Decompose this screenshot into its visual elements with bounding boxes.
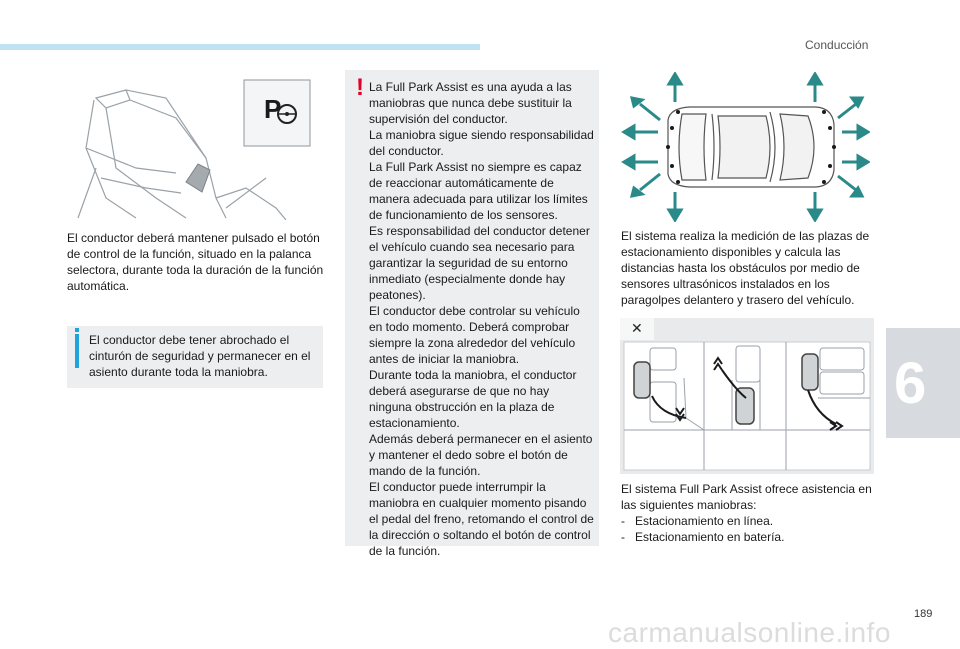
info-icon-bar — [75, 334, 79, 368]
warning-paragraph: La Full Park Assist no siempre es capaz de reaccionar automáticamente de manera adecuada para utilizar los límites de funcionamiento de los sensores. — [369, 160, 588, 222]
list-item-text: Estacionamiento en batería. — [635, 530, 785, 544]
warning-paragraph: La Full Park Assist es una ayuda a las maniobras que nunca debe sustituir la supervisión del conductor. — [369, 80, 572, 126]
park-symbol: P — [264, 94, 282, 124]
chapter-number: 6 — [894, 351, 927, 416]
warning-paragraph: Además deberá permanecer en el asiento y mantener el dedo sobre el botón de mando de la función. — [369, 432, 593, 478]
control-button — [186, 164, 210, 192]
info-icon — [75, 328, 79, 332]
assist-intro: El sistema Full Park Assist ofrece asistencia en las siguientes maniobras: — [621, 482, 872, 512]
warning-paragraph: El conductor puede interrumpir la maniobra en cualquier momento pisando el pedal del freno, retomando el control de la dirección o soltando el botón de control de la función. — [369, 480, 594, 558]
warning-paragraph: Es responsabilidad del conductor detener el vehículo cuando sea necesario para garantizar la seguridad de su entorno inmediato (especialmente donde hay peatones). — [369, 224, 590, 302]
paragraph-sensors: El sistema realiza la medición de las plazas de estacionamiento disponibles y calcula las distancias hasta los obstáculos por medio de sensores ultrasónicos instalados en los paragolpes delantero y trasero del vehículo. — [621, 229, 870, 307]
paragraph-button-hold: El conductor deberá mantener pulsado el botón de control de la función, situado en la palanca selectora, durante toda la duración de la función automática. — [67, 231, 324, 293]
section-title: Conducción — [805, 38, 869, 52]
list-item — [621, 529, 879, 545]
list-dash: - — [621, 530, 625, 544]
list-dash: - — [621, 514, 625, 528]
warning-paragraph: Durante toda la maniobra, el conductor deberá asegurarse de que no hay ninguna obstrucción en la plaza de estacionamiento. — [369, 368, 577, 430]
watermark: carmanualsonline.info — [608, 617, 891, 648]
gear-selector-illustration — [66, 78, 322, 220]
car-top-view — [668, 107, 834, 187]
page-number: 189 — [914, 608, 933, 620]
warning-icon: ! — [356, 74, 364, 101]
warning-paragraph: La maniobra sigue siendo responsabilidad del conductor. — [369, 128, 594, 158]
list-item — [621, 513, 879, 529]
assist-manoeuvres — [621, 481, 879, 545]
chapter-tab — [886, 328, 960, 438]
car-sensors-illustration — [620, 72, 870, 222]
close-icon[interactable]: ✕ — [631, 320, 643, 336]
parking-manoeuvre-screen — [620, 318, 874, 474]
warning-text — [369, 79, 595, 559]
info-text: El conductor debe tener abrochado el cinturón de seguridad y permanecer en el asiento durante toda la maniobra. — [89, 333, 311, 379]
warning-box — [345, 70, 599, 558]
info-box — [67, 326, 323, 388]
list-item-text: Estacionamiento en línea. — [635, 514, 774, 528]
header-bar — [0, 44, 480, 50]
warning-paragraph: El conductor debe controlar su vehículo en todo momento. Deberá comprobar siempre la zona alrededor del vehículo antes de iniciar la maniobra. — [369, 304, 580, 366]
